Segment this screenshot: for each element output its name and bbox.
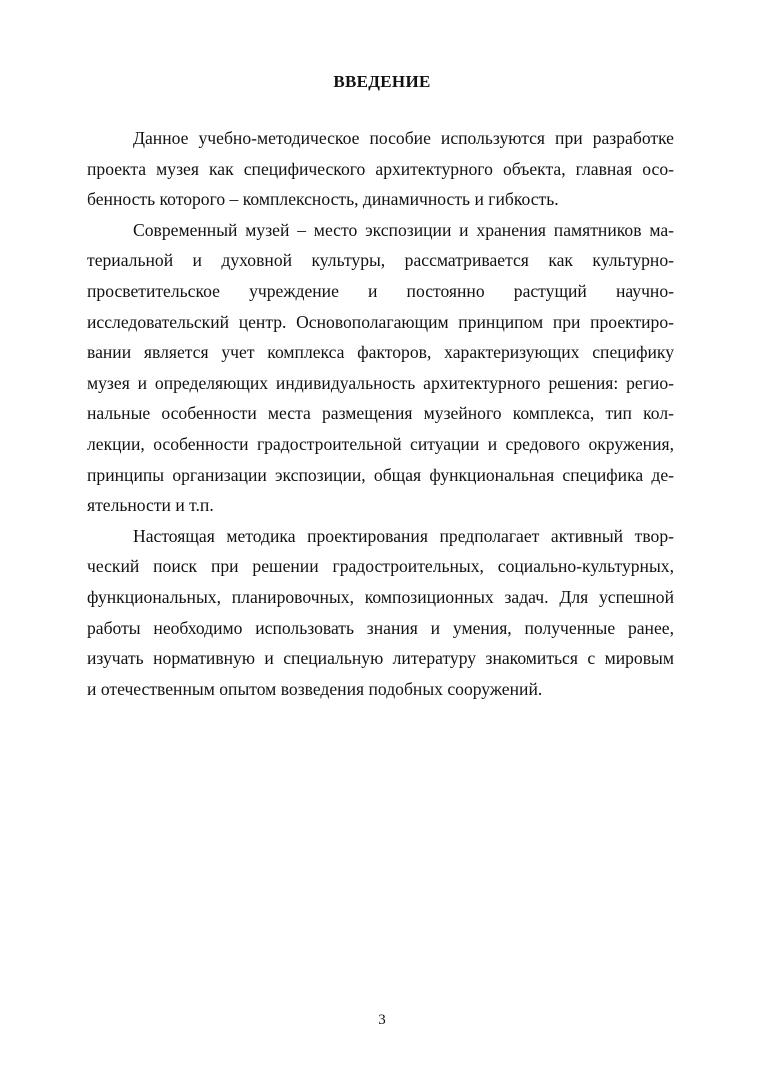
paragraph-2-line-5: вании является учет комплекса факторов, характеризующих специфику	[87, 342, 674, 363]
page-number: 3	[378, 1012, 386, 1028]
paragraph-3-line-3: функциональных, планировочных, композиционных задач. Для успешной	[87, 586, 674, 607]
paragraph-3-line-6: и отечественным опытом возведения подобных сооружений.	[87, 678, 543, 699]
document-body	[87, 123, 674, 704]
paragraph-2-line-4: исследовательский центр. Основополагающим принципом при проектиро-	[87, 311, 674, 332]
paragraph-2-line-1: Современный музей – место экспозиции и хранения памятников ма-	[133, 219, 674, 240]
paragraph-1-line-1: Данное учебно-методическое пособие используются при разработке	[133, 128, 674, 148]
paragraph-2-line-3: просветительское учреждение и постоянно растущий научно-	[87, 280, 674, 301]
paragraph-3-line-4: работы необходимо использовать знания и умения, полученные ранее,	[87, 617, 674, 638]
page-title: ВВЕДЕНИЕ	[333, 72, 431, 91]
paragraph-2-line-10: ятельности и т.п.	[87, 495, 214, 516]
paragraph-2-line-6: музея и определяющих индивидуальность архитектурного решения: регио-	[87, 372, 674, 393]
paragraph-2-line-7: нальные особенности места размещения музейного комплекса, тип кол-	[87, 403, 674, 424]
paragraph-2-line-8: лекции, особенности градостроительной ситуации и средового окружения,	[87, 433, 674, 454]
paragraph-1-line-2: проекта музея как специфического архитектурного объекта, главная осо-	[87, 158, 674, 179]
paragraph-2-line-9: принципы организации экспозиции, общая функциональная специфика де-	[87, 464, 674, 485]
paragraph-3-line-2: ческий поиск при решении градостроительных, социально-культурных,	[87, 556, 674, 577]
paragraph-2-line-2: териальной и духовной культуры, рассматривается как культурно-	[87, 250, 674, 271]
paragraph-3-line-5: изучать нормативную и специальную литературу знакомиться с мировым	[87, 648, 674, 669]
paragraph-1-line-3: бенность которого – комплексность, динамичность и гибкость.	[87, 189, 559, 210]
paragraph-3-line-1: Настоящая методика проектирования предполагает активный твор-	[133, 525, 674, 546]
